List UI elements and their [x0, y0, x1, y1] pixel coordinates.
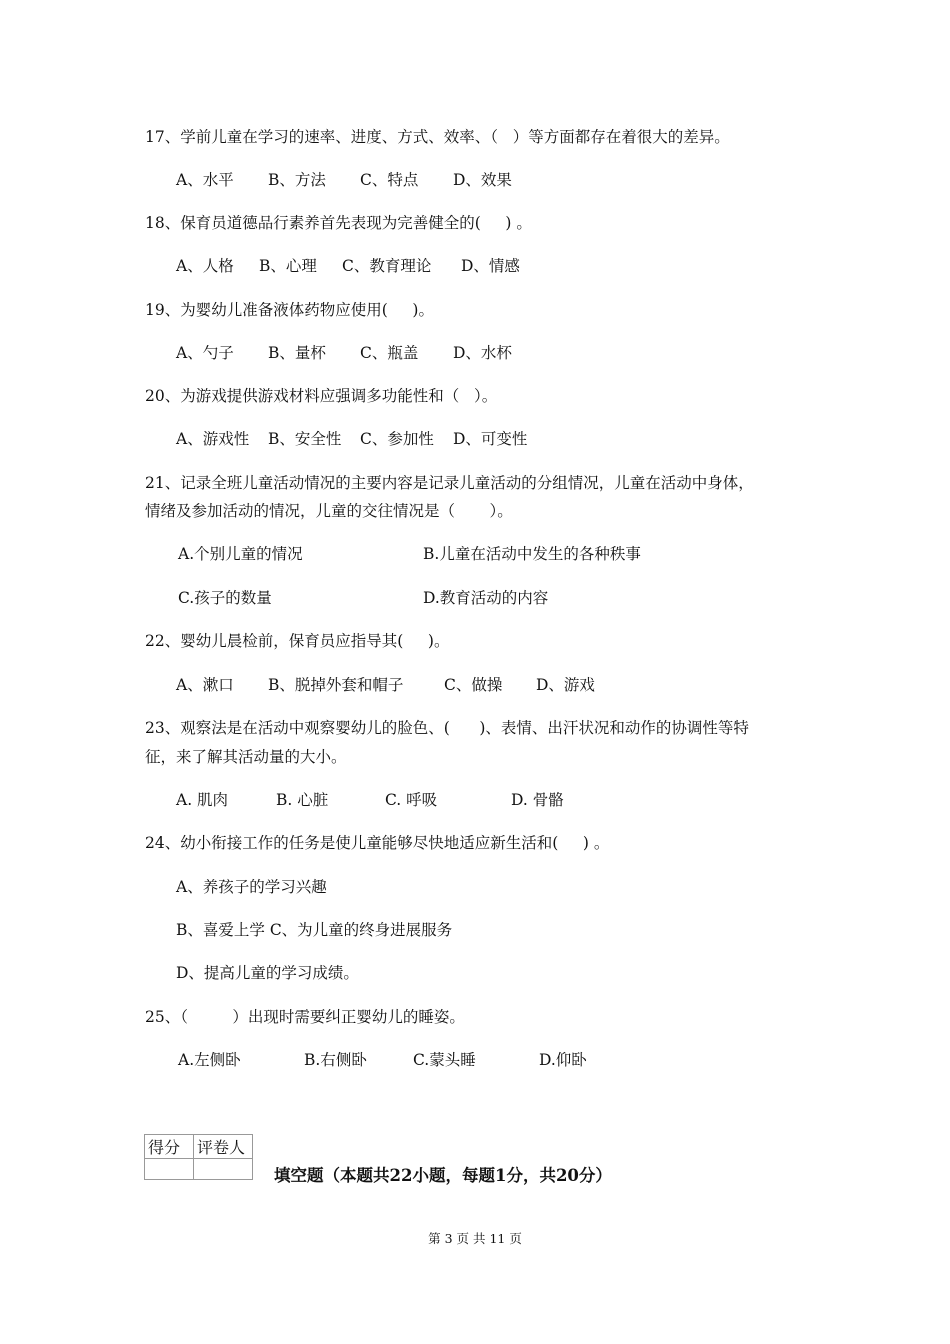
q24-option-d: D、提高儿童的学习成绩。 — [176, 964, 359, 982]
question-19-text: 19、为婴幼儿准备液体药物应使用( )。 — [145, 301, 434, 319]
q23-option-d: D. 骨骼 — [511, 791, 564, 809]
q25-option-d: D.仰卧 — [539, 1051, 587, 1069]
question-25-text: 25、（ ）出现时需要纠正婴幼儿的睡姿。 — [145, 1008, 465, 1026]
q18-option-a: A、人格 — [176, 257, 234, 275]
q19-option-d: D、水杯 — [453, 344, 512, 362]
section-title: 填空题（本题共22小题，每题1分，共20分） — [274, 1166, 612, 1185]
page-footer: 第 3 页 共 11 页 — [428, 1231, 522, 1246]
grader-cell[interactable] — [194, 1159, 253, 1180]
q21-option-a: A.个别儿童的情况 — [178, 545, 303, 563]
q22-option-d: D、游戏 — [536, 676, 595, 694]
q17-option-c: C、特点 — [360, 171, 419, 189]
q22-option-a: A、漱口 — [176, 676, 234, 694]
q25-option-a: A.左侧卧 — [178, 1051, 241, 1069]
question-17-text: 17、学前儿童在学习的速率、进度、方式、效率、（ ）等方面都存在着很大的差异。 — [145, 128, 730, 146]
q19-option-c: C、瓶盖 — [360, 344, 419, 362]
q24-option-a: A、养孩子的学习兴趣 — [176, 878, 327, 896]
question-21-text-line1: 21、记录全班儿童活动情况的主要内容是记录儿童活动的分组情况，儿童在活动中身体， — [145, 474, 754, 492]
q23-option-b: B. 心脏 — [276, 791, 329, 809]
q23-option-c: C. 呼吸 — [385, 791, 438, 809]
q25-option-b: B.右侧卧 — [304, 1051, 367, 1069]
question-18-text: 18、保育员道德品行素养首先表现为完善健全的( ) 。 — [145, 214, 532, 232]
question-23-text-line2: 征，来了解其活动量的大小。 — [145, 748, 347, 766]
q20-option-c: C、参加性 — [360, 430, 434, 448]
q21-option-d: D.教育活动的内容 — [423, 589, 549, 607]
q23-option-a: A. 肌肉 — [176, 791, 229, 809]
question-20-text: 20、为游戏提供游戏材料应强调多功能性和（ ）。 — [145, 387, 498, 405]
q20-option-d: D、可变性 — [453, 430, 528, 448]
score-header: 得分 — [145, 1135, 194, 1159]
q22-option-b: B、脱掉外套和帽子 — [268, 676, 404, 694]
q21-option-c: C.孩子的数量 — [178, 589, 272, 607]
q17-option-b: B、方法 — [268, 171, 326, 189]
q22-option-c: C、做操 — [444, 676, 503, 694]
q24-option-b-c: B、喜爱上学 C、为儿童的终身进展服务 — [176, 921, 453, 939]
q18-option-d: D、情感 — [461, 257, 520, 275]
question-23-text-line1: 23、观察法是在活动中观察婴幼儿的脸色、( )、表情、出汗状况和动作的协调性等特 — [145, 719, 749, 737]
q20-option-a: A、游戏性 — [176, 430, 250, 448]
q25-option-c: C.蒙头睡 — [413, 1051, 476, 1069]
question-24-text: 24、幼小衔接工作的任务是使儿童能够尽快地适应新生活和( ) 。 — [145, 834, 610, 852]
q17-option-a: A、水平 — [176, 171, 234, 189]
grader-header: 评卷人 — [194, 1135, 253, 1159]
score-cell[interactable] — [145, 1159, 194, 1180]
question-22-text: 22、婴幼儿晨检前，保育员应指导其( )。 — [145, 632, 450, 650]
q21-option-b: B.儿童在活动中发生的各种秩事 — [423, 545, 641, 563]
q18-option-b: B、心理 — [259, 257, 317, 275]
q19-option-a: A、勺子 — [176, 344, 234, 362]
q17-option-d: D、效果 — [453, 171, 512, 189]
score-table — [144, 1134, 253, 1180]
question-21-text-line2: 情绪及参加活动的情况，儿童的交往情况是（ ）。 — [145, 502, 513, 520]
q18-option-c: C、教育理论 — [342, 257, 432, 275]
q19-option-b: B、量杯 — [268, 344, 326, 362]
q20-option-b: B、安全性 — [268, 430, 342, 448]
